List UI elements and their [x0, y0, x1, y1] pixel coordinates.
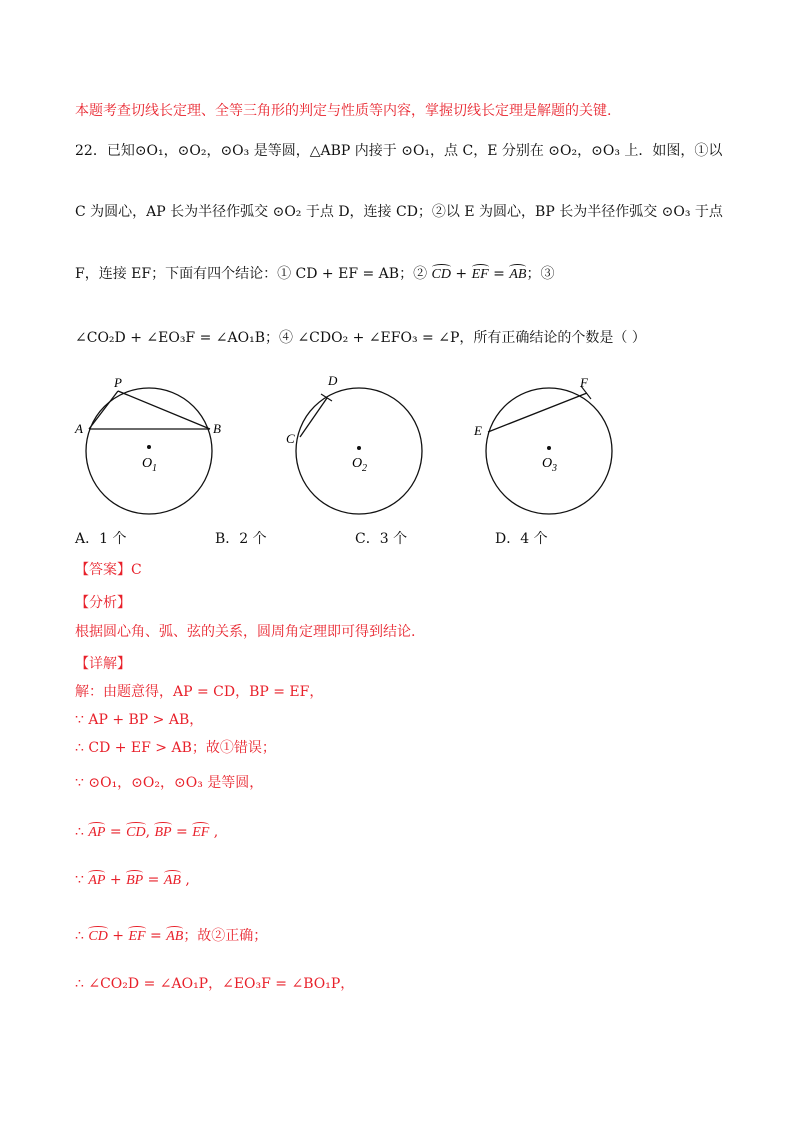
label-c: C [286, 431, 295, 446]
question-line-3: F，连接 EF；下面有四个结论：① CD + EF = AB；② CD + EF = AB；③ [75, 266, 555, 282]
detail-line-3: ∴ CD + EF > AB；故①错误； [75, 740, 276, 756]
label-o1: O [142, 456, 153, 471]
label-o3-sub: 3 [552, 463, 557, 474]
question-line-2: C 为圆心，AP 长为半径作弧交 ⊙O₂ 于点 D，连接 CD；②以 E 为圆心，BP 长为半径作弧交 ⊙O₃ 于点 [75, 204, 723, 220]
detail-line-5: ∴ AP = CD, BP = EF , [75, 824, 219, 840]
question-line-3-text: F，连接 EF；下面有四个结论：① CD + EF = AB；② [75, 266, 432, 282]
detail-line-6: ∵ AP + BP = AB , [75, 872, 190, 888]
detail-label: 【详解】 [75, 656, 131, 672]
detail-line-8: ∴ ∠CO₂D = ∠AO₁P，∠EO₃F = ∠BO₁P， [75, 976, 355, 992]
question-line-3-end: ；③ [526, 266, 555, 282]
label-o3: O [542, 456, 553, 471]
answer: 【答案】C [75, 562, 142, 578]
label-e: E [474, 423, 482, 438]
label-f: F [580, 375, 588, 390]
detail-line-2: ∵ AP + BP > AB， [75, 712, 204, 728]
figure-circle-o1 [70, 370, 240, 520]
figure-circle-o3 [470, 370, 640, 520]
label-a: A [75, 421, 83, 436]
option-d: D．4 个 [495, 531, 548, 547]
figure-circle-o2 [280, 370, 450, 520]
label-d: D [328, 373, 338, 388]
detail-line-1: 解：由题意得，AP = CD，BP = EF， [75, 684, 324, 700]
label-p: P [114, 375, 122, 390]
analysis-label: 【分析】 [75, 595, 131, 611]
question-line-1: 22．已知⊙O₁，⊙O₂，⊙O₃ 是等圆，△ABP 内接于 ⊙O₁，点 C，E 分别在 ⊙O₂，⊙O₃ 上．如图，①以 [75, 143, 723, 159]
detail-line-7: ∴ CD + EF = AB；故②正确； [75, 928, 268, 944]
analysis-text: 根据圆心角、弧、弦的关系，圆周角定理即可得到结论. [75, 624, 416, 640]
intro-text: 本题考查切线长定理、全等三角形的判定与性质等内容，掌握切线长定理是解题的关键. [75, 103, 612, 119]
detail-line-7-end: ；故②正确； [183, 928, 268, 944]
question-line-4: ∠CO₂D + ∠EO₃F = ∠AO₁B；④ ∠CDO₂ + ∠EFO₃ = ∠P，所有正确结论的个数是（ ） [75, 330, 646, 346]
option-b: B．2 个 [215, 531, 267, 547]
option-c: C．3 个 [355, 531, 408, 547]
label-o2-sub: 2 [362, 463, 367, 474]
label-o1-sub: 1 [152, 463, 157, 474]
label-b: B [213, 421, 221, 436]
detail-line-4: ∵ ⊙O₁，⊙O₂，⊙O₃ 是等圆， [75, 775, 264, 791]
option-a: A．1 个 [75, 531, 127, 547]
label-o2: O [352, 456, 363, 471]
